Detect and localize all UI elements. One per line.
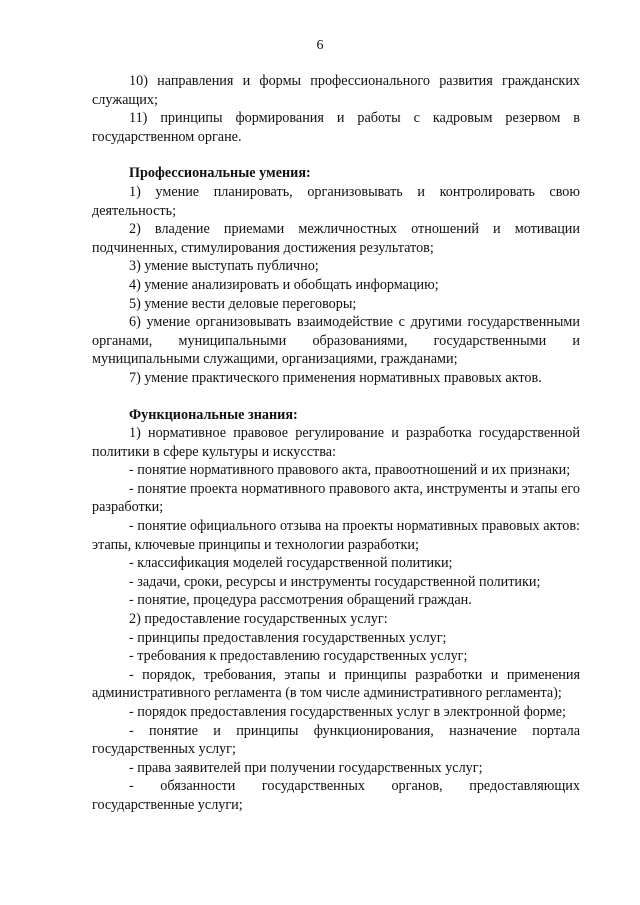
functional-item: - понятие проекта нормативного правового акта, инструменты и этапы его разработки;	[92, 480, 580, 516]
functional-item: - понятие и принципы функционирования, назначение портала государственных услуг;	[92, 722, 580, 758]
section-heading-professional-skills: Профессиональные умения:	[129, 165, 311, 182]
section-gap	[92, 146, 580, 164]
skill-item: 4) умение анализировать и обобщать информацию;	[129, 276, 439, 293]
section-gap	[92, 388, 580, 406]
functional-item: - классификация моделей государственной политики;	[129, 555, 453, 572]
functional-item: - обязанности государственных органов, предоставляющих государственные услуги;	[92, 778, 580, 813]
page-number: 6	[316, 38, 324, 53]
functional-item: 2) предоставление государственных услуг:	[129, 611, 388, 628]
section-heading-functional-knowledge: Функциональные знания:	[129, 406, 298, 423]
skill-item: 2) владение приемами межличностных отношений и мотивации подчиненных, стимулирования достижения результатов;	[92, 221, 580, 256]
functional-item: 1) нормативное правовое регулирование и разработка государственной политики в сфере культуры и искусства:	[92, 425, 580, 460]
functional-item: - понятие, процедура рассмотрения обращений граждан.	[129, 592, 472, 609]
functional-item: - задачи, сроки, ресурсы и инструменты государственной политики;	[129, 573, 541, 590]
document-body	[92, 72, 580, 815]
functional-item: - порядок, требования, этапы и принципы разработки и применения административного регламента (в том числе административного регламента);	[92, 666, 580, 702]
functional-item: - права заявителей при получении государственных услуг;	[129, 759, 483, 776]
functional-item: - порядок предоставления государственных услуг в электронной форме;	[129, 704, 566, 720]
functional-item: - понятие нормативного правового акта, правоотношений и их признаки;	[129, 462, 571, 479]
skill-item: 1) умение планировать, организовывать и контролировать свою деятельность;	[92, 183, 580, 219]
skill-item: 5) умение вести деловые переговоры;	[129, 295, 357, 312]
knowledge-item: 10) направления и формы профессионального развития гражданских служащих;	[92, 73, 580, 108]
skill-item: 7) умение практического применения нормативных правовых актов.	[129, 369, 542, 386]
knowledge-item: 11) принципы формирования и работы с кадровым резервом в государственном органе.	[92, 110, 580, 145]
functional-item: - понятие официального отзыва на проекты нормативных правовых актов: этапы, ключевые принципы и технологии разработки;	[92, 518, 580, 553]
skill-item: 6) умение организовывать взаимодействие с другими государственными органами, муниципальными образованиями, государственными и муниципальными служащими, организациями, гражданами;	[92, 314, 580, 368]
skill-item: 3) умение выступать публично;	[129, 258, 319, 275]
functional-item: - принципы предоставления государственных услуг;	[129, 629, 447, 646]
functional-item: - требования к предоставлению государственных услуг;	[129, 648, 468, 665]
